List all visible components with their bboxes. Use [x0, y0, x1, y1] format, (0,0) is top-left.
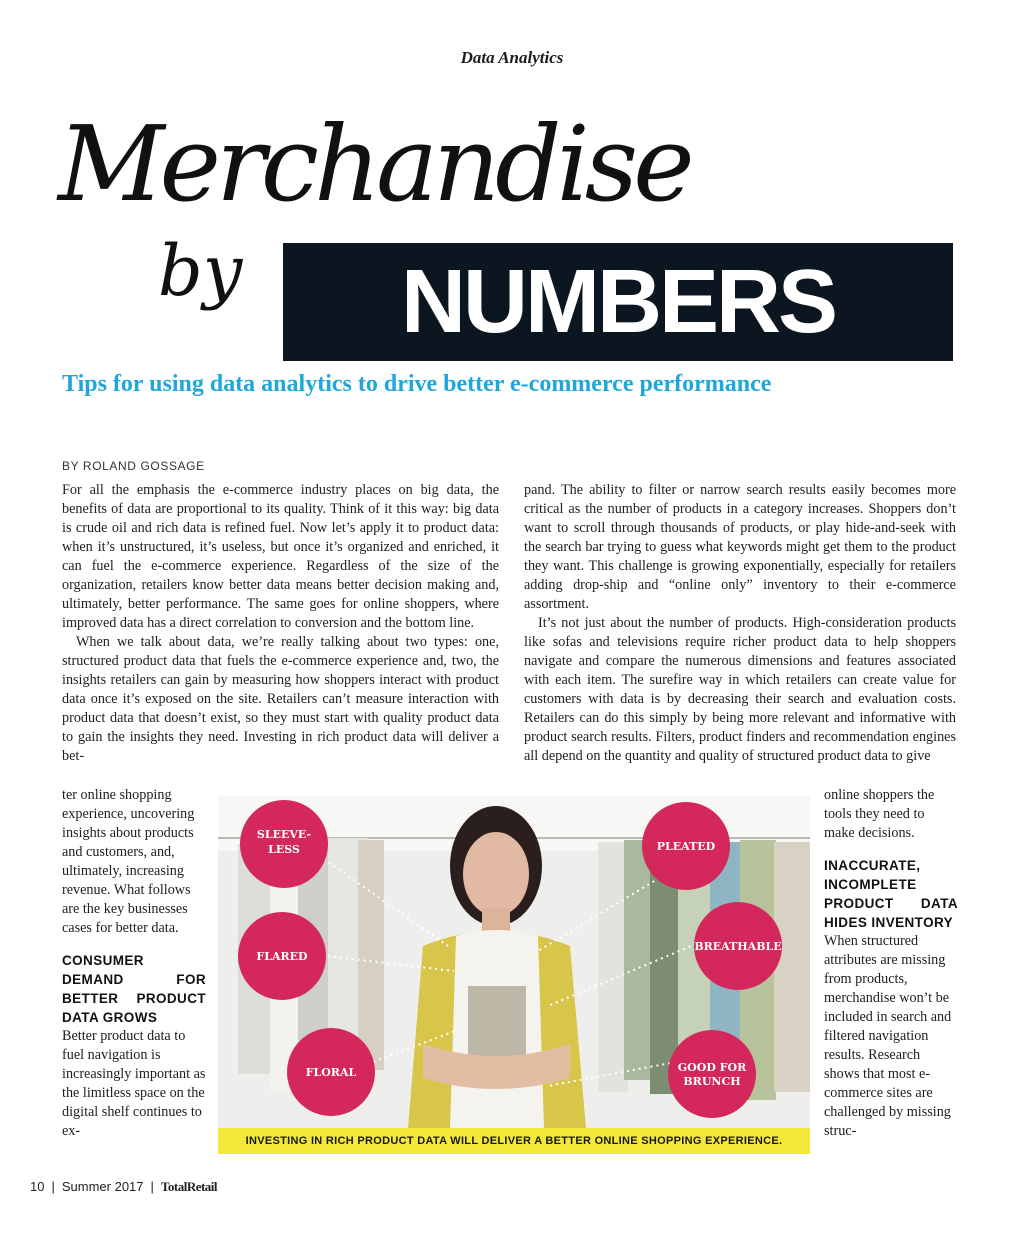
- column-top-left: [62, 481, 499, 766]
- headline-numbers-box: [283, 243, 953, 361]
- section-label: Data Analytics: [460, 48, 564, 67]
- headline-numbers: NUMBERS: [400, 252, 835, 352]
- article-photo: [218, 796, 810, 1154]
- svg-text:PLEATED: PLEATED: [656, 840, 716, 853]
- column-right: [824, 786, 958, 1141]
- svg-text:SLEEVE-: SLEEVE-: [256, 828, 312, 841]
- tag-sleeveless: [240, 800, 328, 888]
- paragraph-3: Better product data to fuel navigation is increasingly important as the limitless space on the digital shelf continues to ex-: [62, 1028, 206, 1139]
- tag-flared: [238, 912, 326, 1000]
- tag-floral: [287, 1028, 375, 1116]
- svg-text:LESS: LESS: [268, 843, 300, 856]
- footer-separator: |: [150, 1179, 154, 1194]
- headline-merchandise: Merchandise: [58, 103, 690, 225]
- svg-text:GOOD FOR: GOOD FOR: [677, 1061, 747, 1074]
- paragraph-3-continued: pand. The ability to filter or narrow search results easily becomes more critical as the number of products in a category increases. Shoppers don’t want to scroll through thousands of products, or play hide-and-seek with the search bar trying to guess what keywords might get them to the product they want. This challenge is growing exponentially, especially for retailers adding drop-ship and “online only” inventory to their e-commerce assortment.: [524, 482, 956, 612]
- paragraph-4-continued: online shoppers the tools they need to make decisions.: [824, 787, 935, 841]
- svg-text:BREATHABLE: BREATHABLE: [694, 940, 782, 953]
- tag-pleated: [642, 802, 730, 890]
- paragraph-2: When we talk about data, we’re really talking about two types: one, structured product data that fuels the e-commerce experience and, two, the insights retailers can gain by measuring how shoppers interact with product data once it’s exposed on the site. Retailers can’t measure interaction with product data that doesn’t exist, so they must start with quality product data to gain the insights they need. Investing in rich product data will deliver a bet-: [62, 634, 499, 764]
- paragraph-5: When structured attributes are missing from products, merchandise won’t be included in search and filtered navigation results. Research shows that most e-commerce sites are challenged by missing struc-: [824, 933, 952, 1139]
- paragraph-4: It’s not just about the number of products. High-consideration products like sofas and televisions require richer product data to help shoppers navigate and compare the numerous dimensions and features associated with each item. The surefire way in which retailers can create value for customers with data is by decreasing their search and evaluation costs. Retailers can do this simply by being more relevant and informative with product search results. Filters, product finders and recommendation engines all depend on the quantity and quality of structured product data to give: [524, 615, 956, 764]
- column-top-right: [524, 481, 956, 766]
- footer-separator: |: [51, 1179, 55, 1194]
- column-left: [62, 786, 206, 1141]
- svg-text:FLORAL: FLORAL: [305, 1066, 357, 1079]
- headline-by: by: [158, 230, 243, 312]
- svg-text:FLARED: FLARED: [256, 950, 308, 963]
- page-footer: [30, 1179, 217, 1195]
- paragraph-2-continued: ter online shopping experience, uncovering insights about products and customers, and, ultimately, increasing revenue. What follows are the key businesses cases for better data.: [62, 787, 195, 936]
- photo-caption: INVESTING IN RICH PRODUCT DATA WILL DELIVER A BETTER ONLINE SHOPPING EXPERIENCE.: [218, 1128, 810, 1154]
- photo-illustration: [218, 796, 810, 1154]
- heading-inaccurate-data: INACCURATE, INCOMPLETE PRODUCT DATA HIDES INVENTORY: [824, 858, 958, 930]
- magazine-logo: TotalRetail: [160, 1179, 218, 1194]
- issue-label: Summer 2017: [61, 1179, 144, 1194]
- paragraph-1: For all the emphasis the e-commerce industry places on big data, the benefits of data are proportional to its quality. Think of it this way: big data is crude oil and rich data is refined fuel. Now let’s apply it to product data: when it’s unstructured, it’s useless, but once it’s organized and enriched, it can fuel the e-commerce experience. Regardless of the size of the organization, retailers know better data means better decision making and, ultimately, better performance. The same goes for online shoppers, where improved data has a direct correlation to conversion and the bottom line.: [62, 482, 499, 631]
- byline: BY ROLAND GOSSAGE: [62, 459, 205, 473]
- tag-breathable: [694, 902, 782, 990]
- heading-consumer-demand: CONSUMER DEMAND FOR BETTER PRODUCT DATA GROWS: [62, 953, 206, 1025]
- tag-good-for-brunch: [668, 1030, 756, 1118]
- svg-text:BRUNCH: BRUNCH: [683, 1075, 741, 1088]
- article-subtitle: Tips for using data analytics to drive better e-commerce performance: [62, 371, 772, 397]
- page-number: 10: [30, 1179, 45, 1194]
